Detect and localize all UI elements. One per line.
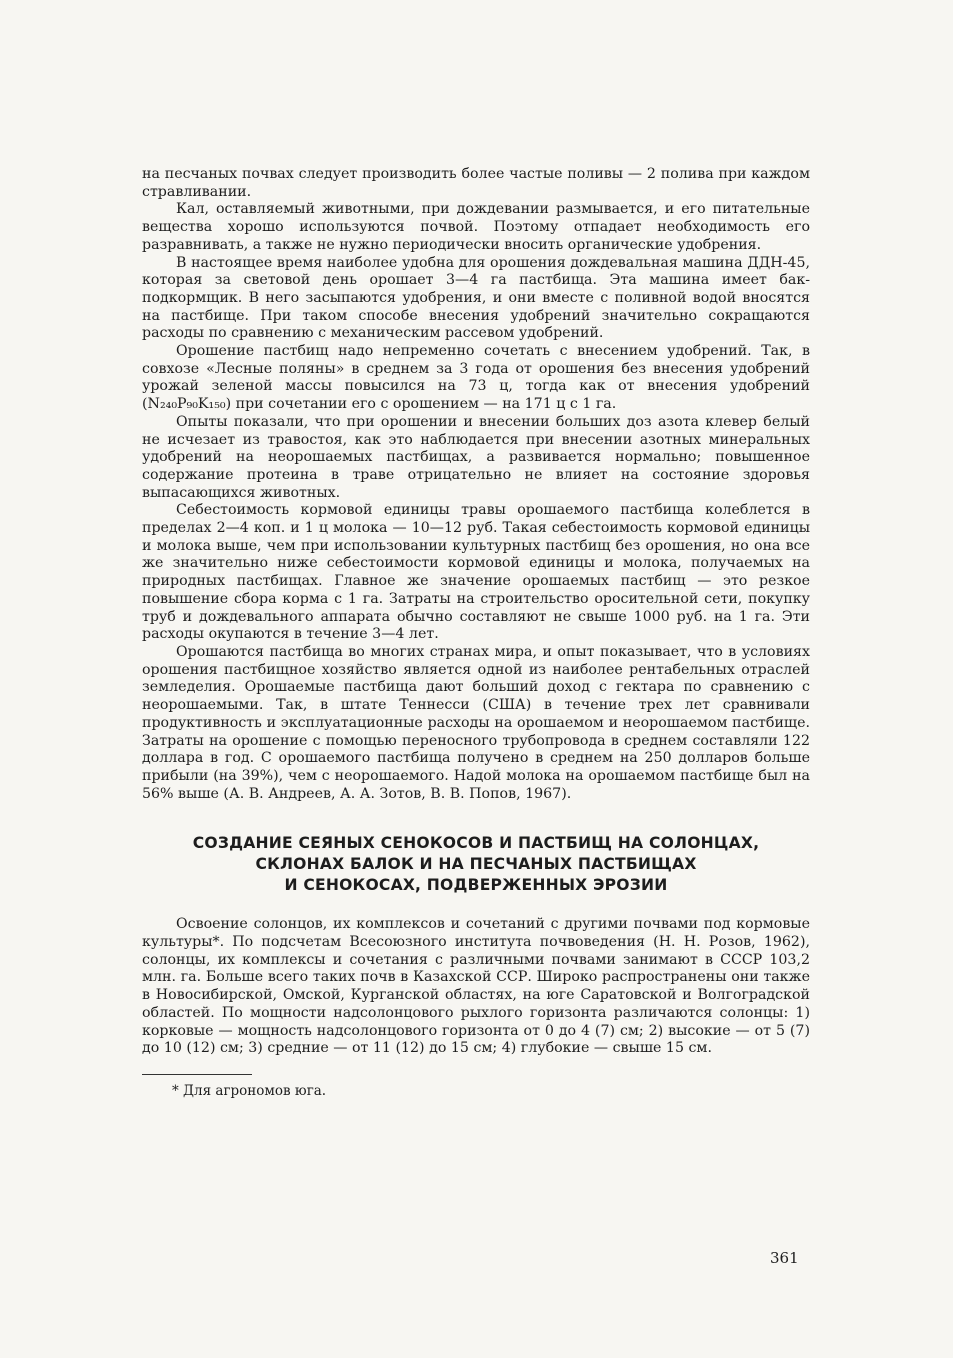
text-column xyxy=(142,166,810,1100)
paragraph-sprinkler-machine: В настоящее время наиболее удобна для орошения дождевальная машина ДДН-45, которая за световой день орошает 3—4 га пастбища. Эта машина имеет бак-подкормщик. В него засыпаются удобрения, и они вместе с поливной водой вносятся на пастбище. При таком способе внесения удобрений значительно сокращаются расходы по сравнению с механическим рассевом удобрений. xyxy=(142,254,810,342)
paragraph-experiments: Опыты показали, что при орошении и внесении больших доз азота клевер белый не исчезает из травостоя, как это наблюдается при внесении азотных минеральных удобрений на неорошаемых пастбищах, а развивается нормально; повышенное содержание протеина в траве отрицательно не влияет на состояние здоровья выпасающихся животных. xyxy=(142,413,810,501)
paragraph-world-experience: Орошаются пастбища во многих странах мира, и опыт показывает, что в условиях орошения пастбищное хозяйство является одной из наиболее рентабельных отраслей земледелия. Орошаемые пастбища дают больший доход с гектара по сравнению с неорошаемыми. Так, в штате Теннесси (США) в течение трех лет сравнивали продуктивность и эксплуатационные расходы на орошаемом и неорошаемом пастбище. Затраты на орошение с помощью переносного трубопровода в среднем составляли 122 доллара в год. С орошаемого пастбища получено в среднем на 250 долларов больше прибыли (на 39%), чем с неорошаемого. Надой молока на орошаемом пастбище был на 56% выше (А. В. Андреев, А. А. Зотов, В. В. Попов, 1967). xyxy=(142,643,810,802)
footnote-divider xyxy=(142,1074,252,1075)
section-heading-line-2: СКЛОНАХ БАЛОК И НА ПЕСЧАНЫХ ПАСТБИЩАХ xyxy=(255,855,697,874)
paragraph-manure: Кал, оставляемый животными, при дождевании размывается, и его питательные вещества хорошо используются почвой. Поэтому отпадает необходимость его разравнивать, а также не нужно периодически вносить органические удобрения. xyxy=(142,201,810,253)
section-heading-line-1: СОЗДАНИЕ СЕЯНЫХ СЕНОКОСОВ И ПАСТБИЩ НА СОЛОНЦАХ, xyxy=(192,834,760,853)
paragraph-solonets: Освоение солонцов, их комплексов и сочетаний с другими почвами под кормовые культуры*. По подсчетам Всесоюзного института почвоведения (Н. Н. Розов, 1962), солонцы, их комплексы и сочетания с различными почвами занимают в СССР 103,2 млн. га. Больше всего таких почв в Казахской ССР. Широко распространены они также в Новосибирской, Омской, Курганской областях, на юге Саратовской и Волгоградской областей. По мощности надсолонцового рыхлого горизонта различаются солонцы: 1) корковые — мощность надсолонцового горизонта от 0 до 4 (7) см; 2) высокие — от 5 (7) до 10 (12) см; 3) средние — от 11 (12) до 15 см; 4) глубокие — свыше 15 см. xyxy=(142,916,810,1057)
paragraph-cost: Себестоимость кормовой единицы травы орошаемого пастбища колеблется в пределах 2—4 коп. и 1 ц молока — 10—12 руб. Такая себестоимость кормовой единицы и молока выше, чем при использовании культурных пастбищ без орошения, но она все же значительно ниже себестоимости кормовой единицы и молока, получаемых на природных пастбищах. Главное же значение орошаемых пастбищ — это резкое повышение сбора корма с 1 га. Затраты на строительство оросительной сети, покупку труб и дождевального аппарата обычно составляют не свыше 1000 руб. на 1 га. Эти расходы окупаются в течение 3—4 лет. xyxy=(142,502,810,643)
section-heading-line-3: И СЕНОКОСАХ, ПОДВЕРЖЕННЫХ ЭРОЗИИ xyxy=(284,876,668,895)
paragraph-continued: на песчаных почвах следует производить более частые поливы — 2 полива при каждом стравливании. xyxy=(142,166,810,200)
page-number: 361 xyxy=(770,1249,799,1267)
footnote: * Для агрономов юга. xyxy=(172,1082,327,1099)
paragraph-fertilizer-irrigation: Орошение пастбищ надо непременно сочетать с внесением удобрений. Так, в совхозе «Лесные поляны» в среднем за 3 года от орошения без внесения удобрений урожай зеленой массы повысился на 73 ц, тогда как от внесения удобрений (N₂₄₀P₉₀K₁₅₀) при сочетании его с орошением — на 171 ц с 1 га. xyxy=(142,343,810,413)
section-heading xyxy=(142,833,810,896)
